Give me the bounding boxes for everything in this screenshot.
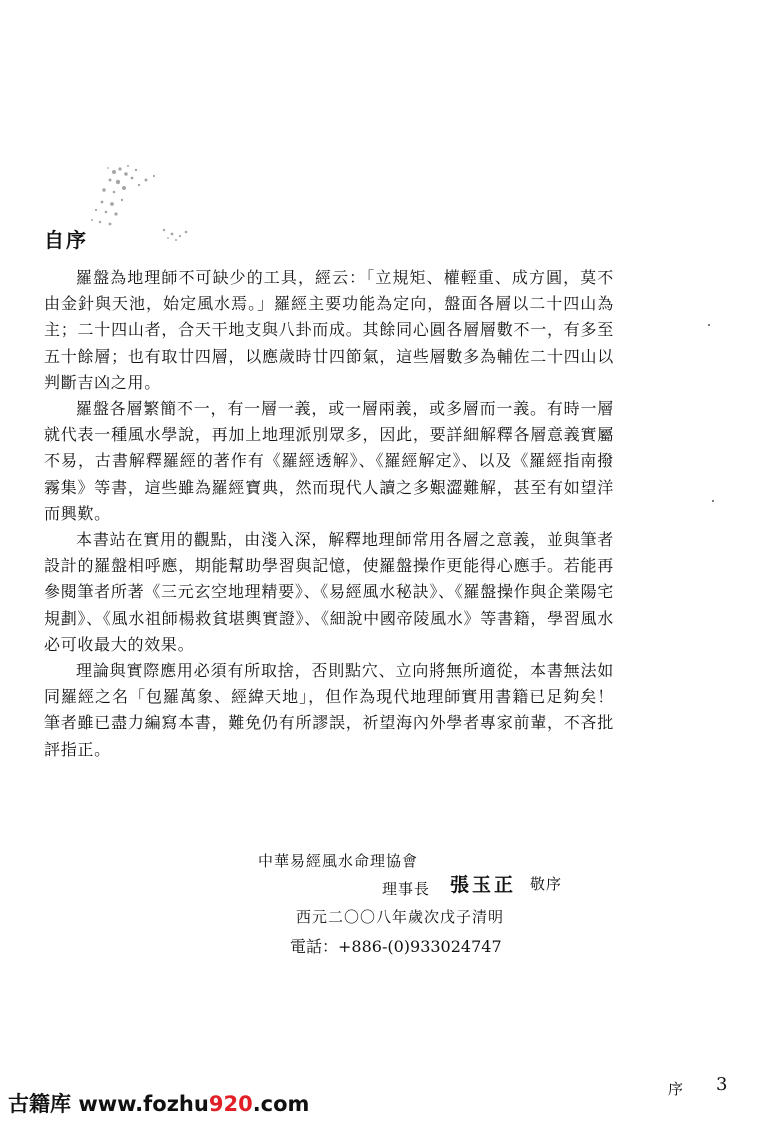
footer-site-watermark <box>8 1088 309 1118</box>
footer-site-cn: 古籍库 <box>8 1092 71 1116</box>
footer-site-num: 920 <box>208 1092 253 1116</box>
scan-speck <box>712 500 714 502</box>
preface-body <box>44 265 614 763</box>
page-number: 3 <box>716 1074 728 1095</box>
signature-date: 西元二〇〇八年歲次戊子清明 <box>296 908 505 926</box>
signature-phone: 電話：+886-(0)933024747 <box>290 937 502 956</box>
footer-section-label: 序 <box>668 1080 684 1098</box>
preface-title: 自序 <box>44 228 88 252</box>
footer-site-post: .com <box>252 1092 310 1116</box>
paragraph-3: 本書站在實用的觀點，由淺入深，解釋地理師常用各層之意義，並與筆者設計的羅盤相呼應，期能幫助學習與記憶，使羅盤操作更能得心應手。若能再參閱筆者所著《三元玄空地理精要》、《易經風水秘訣》、《羅盤操作與企業陽宅規劃》、《風水祖師楊救貧堪輿實證》、《細說中國帝陵風水》等書籍，學習風水必可收最大的效果。 <box>44 530 614 654</box>
scan-speck <box>708 324 710 326</box>
signature-name: 張玉正 <box>450 874 517 896</box>
paragraph-4: 理論與實際應用必須有所取捨，否則點穴、立向將無所適從，本書無法如同羅經之名「包羅萬象、經緯天地」，但作為現代地理師實用書籍已足夠矣！筆者雖已盡力編寫本書，難免仍有所謬誤，祈望海內外學者專家前輩，不吝批評指正。 <box>44 661 614 759</box>
signature-organization: 中華易經風水命理協會 <box>258 852 419 870</box>
decorative-brush-ornament <box>84 160 204 250</box>
signature-suffix: 敬序 <box>530 875 563 893</box>
signature-role: 理事長 <box>382 880 431 898</box>
paragraph-2: 羅盤各層繁簡不一，有一層一義，或一層兩義，或多層而一義。有時一層就代表一種風水學說，再加上地理派別眾多，因此，要詳細解釋各層意義實屬不易，古書解釋羅經的著作有《羅經透解》、《羅經解定》、以及《羅經指南撥霧集》等書，這些雖為羅經寶典，然而現代人讀之多艱澀難解，甚至有如望洋而興歎。 <box>44 399 614 523</box>
paragraph-1: 羅盤為地理師不可缺少的工具，經云：「立規矩、權輕重、成方圓，莫不由金針與天池，始定風水焉。」羅經主要功能為定向，盤面各層以二十四山為主；二十四山者，合天干地支與八卦而成。其餘同心圓各層層數不一，有多至五十餘層；也有取廿四層，以應歲時廿四節氣，這些層數多為輔佐二十四山以判斷吉凶之用。 <box>44 268 614 392</box>
footer-site-pre: www.fozhu <box>78 1092 209 1116</box>
